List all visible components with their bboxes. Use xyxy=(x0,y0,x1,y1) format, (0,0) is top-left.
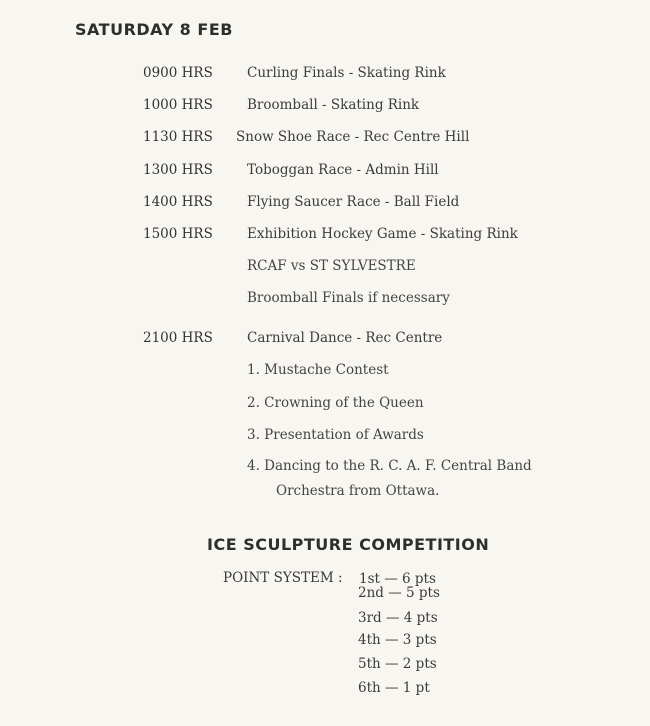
schedule-event: Curling Finals - Skating Rink xyxy=(247,65,446,81)
schedule-row xyxy=(0,129,650,151)
schedule-event: Toboggan Race - Admin Hill xyxy=(247,162,439,178)
schedule-row xyxy=(0,226,650,248)
schedule-row xyxy=(0,194,650,216)
competition-heading: ICE SCULPTURE COMPETITION xyxy=(207,535,490,554)
dance-item: 4. Dancing to the R. C. A. F. Central Band xyxy=(247,458,532,474)
schedule-time: 2100 HRS xyxy=(143,330,213,346)
schedule-time: 1130 HRS xyxy=(143,129,213,145)
schedule-event: Carnival Dance - Rec Centre xyxy=(247,330,443,346)
point-entry: 2nd — 5 pts xyxy=(358,585,440,601)
dance-item-continuation: Orchestra from Ottawa. xyxy=(276,483,440,499)
point-entry: 5th — 2 pts xyxy=(358,656,437,672)
day-heading: SATURDAY 8 FEB xyxy=(75,20,233,39)
point-entry: 6th — 1 pt xyxy=(358,680,430,696)
point-entry: 3rd — 4 pts xyxy=(358,610,438,626)
schedule-time: 1500 HRS xyxy=(143,226,213,242)
schedule-row xyxy=(0,65,650,87)
schedule-time: 1400 HRS xyxy=(143,194,213,210)
schedule-event: Broomball - Skating Rink xyxy=(247,97,420,113)
point-entry: 4th — 3 pts xyxy=(358,632,437,648)
dance-item: 2. Crowning of the Queen xyxy=(247,395,424,411)
dance-item: 1. Mustache Contest xyxy=(247,362,389,378)
broomball-note: Broomball Finals if necessary xyxy=(247,290,450,306)
schedule-row xyxy=(0,162,650,184)
schedule-event: Snow Shoe Race - Rec Centre Hill xyxy=(236,129,470,145)
point-system-label: POINT SYSTEM : xyxy=(223,570,343,586)
schedule-row xyxy=(0,97,650,119)
schedule-event: Exhibition Hockey Game - Skating Rink xyxy=(247,226,518,242)
schedule-time: 1300 HRS xyxy=(143,162,213,178)
schedule-time: 0900 HRS xyxy=(143,65,213,81)
schedule-event: Flying Saucer Race - Ball Field xyxy=(247,194,460,210)
point-entry: 1st — 6 pts xyxy=(359,571,436,587)
dance-item: 3. Presentation of Awards xyxy=(247,427,424,443)
schedule-time: 1000 HRS xyxy=(143,97,213,113)
schedule-row xyxy=(0,330,650,352)
hockey-teams: RCAF vs ST SYLVESTRE xyxy=(247,258,416,274)
